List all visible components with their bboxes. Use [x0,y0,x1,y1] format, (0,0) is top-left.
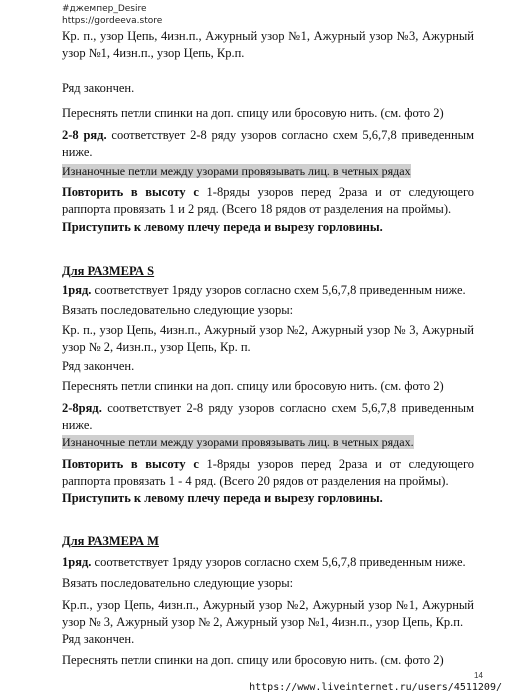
pattern-line: Кр. п., узор Цепь, 4изн.п., Ажурный узор №1, Ажурный узор №3, Ажурный узор №1, 4изн.п., узор Цепь, Кр.п. [62,29,474,60]
size-s-repeat-text: 1-8ряды узоров перед 2раза и от следующего раппорта провязать 1 - 4 ряд. (Всего 20 рядов от разделения на проймы). [62,457,475,488]
size-s-purl-note [62,434,474,451]
header-hashtag: #джемпер_Desire [62,4,147,14]
size-m-pattern-line: Кр.п., узор Цепь, 4изн.п., Ажурный узор №2, Ажурный узор №1, Ажурный узор № 3, Ажурный узор № 2, Ажурный узор №1, 4изн.п., узор Цепь, Кр.п. [62,598,474,629]
size-m-transfer: Переснять петли спинки на доп. спицу или бросовую нить. (см. фото 2) [62,653,444,667]
size-m-heading-text: Для РАЗМЕРА М [62,534,159,548]
size-s-rows-text: соответствует 2-8 ряду узоров согласно схем 5,6,7,8 приведенным ниже. [62,401,474,432]
size-s-purl-note-text: Изнаночные петли между узорами провязывать лиц. в четных рядах. [62,435,414,449]
repeat-note [62,184,474,218]
size-s-row1 [62,282,474,299]
size-s-rows-2-8 [62,400,474,434]
row-done: Ряд закончен. [62,81,135,95]
page-number: 14 [474,671,483,680]
size-s-row1-text: соответствует 1ряду узоров согласно схем 5,6,7,8 приведенным ниже. [91,283,466,297]
size-s-left-shoulder-text: Приступить к левому плечу переда и вырезу горловины. [62,491,383,505]
size-s-left-shoulder [62,490,474,507]
rows-2-8 [62,127,474,161]
size-s-repeat-note [62,456,474,490]
rows-label: 2-8 ряд. [62,128,107,142]
size-s-heading-text: Для РАЗМЕРА S [62,264,155,278]
left-shoulder-note [62,219,474,236]
transfer-note: Переснять петли спинки на доп. спицу или бросовую нить. (см. фото 2) [62,106,444,120]
size-m-row1-label: 1ряд. [62,555,92,569]
size-s-knit-seq: Вязать последовательно следующие узоры: [62,303,294,317]
size-m-knit-seq: Вязать последовательно следующие узоры: [62,576,294,590]
purl-note [62,163,474,180]
source-url: https://www.liveinternet.ru/users/4511209/ [249,682,502,693]
size-s-transfer: Переснять петли спинки на доп. спицу или бросовую нить. (см. фото 2) [62,379,444,393]
repeat-text: 1-8ряды узоров перед 2раза и от следующего раппорта провязать 1 и 2 ряд. (Всего 18 рядов от разделения на проймы). [62,185,475,216]
size-s-row1-label: 1ряд. [62,283,92,297]
size-m-row1 [62,554,474,571]
size-s-row-done: Ряд закончен. [62,359,135,373]
repeat-label: Повторить в высоту с [62,185,199,199]
left-shoulder-text: Приступить к левому плечу переда и вырезу горловины. [62,220,383,234]
size-s-heading [62,263,474,280]
size-s-repeat-label: Повторить в высоту с [62,457,199,471]
size-m-row1-text: соответствует 1ряду узоров согласно схем 5,6,7,8 приведенным ниже. [91,555,466,569]
size-m-heading [62,533,474,550]
size-s-pattern-line: Кр. п., узор Цепь, 4изн.п., Ажурный узор №2, Ажурный узор № 3, Ажурный узор № 2, 4изн.п., узор Цепь, Кр. п. [62,323,474,354]
header-site: https://gordeeva.store [62,16,163,26]
size-s-rows-label: 2-8ряд. [62,401,102,415]
purl-note-text: Изнаночные петли между узорами провязывать лиц. в четных рядах [62,164,411,178]
rows-text: соответствует 2-8 ряду узоров согласно схем 5,6,7,8 приведенным ниже. [62,128,474,159]
size-m-row-done: Ряд закончен. [62,632,135,646]
